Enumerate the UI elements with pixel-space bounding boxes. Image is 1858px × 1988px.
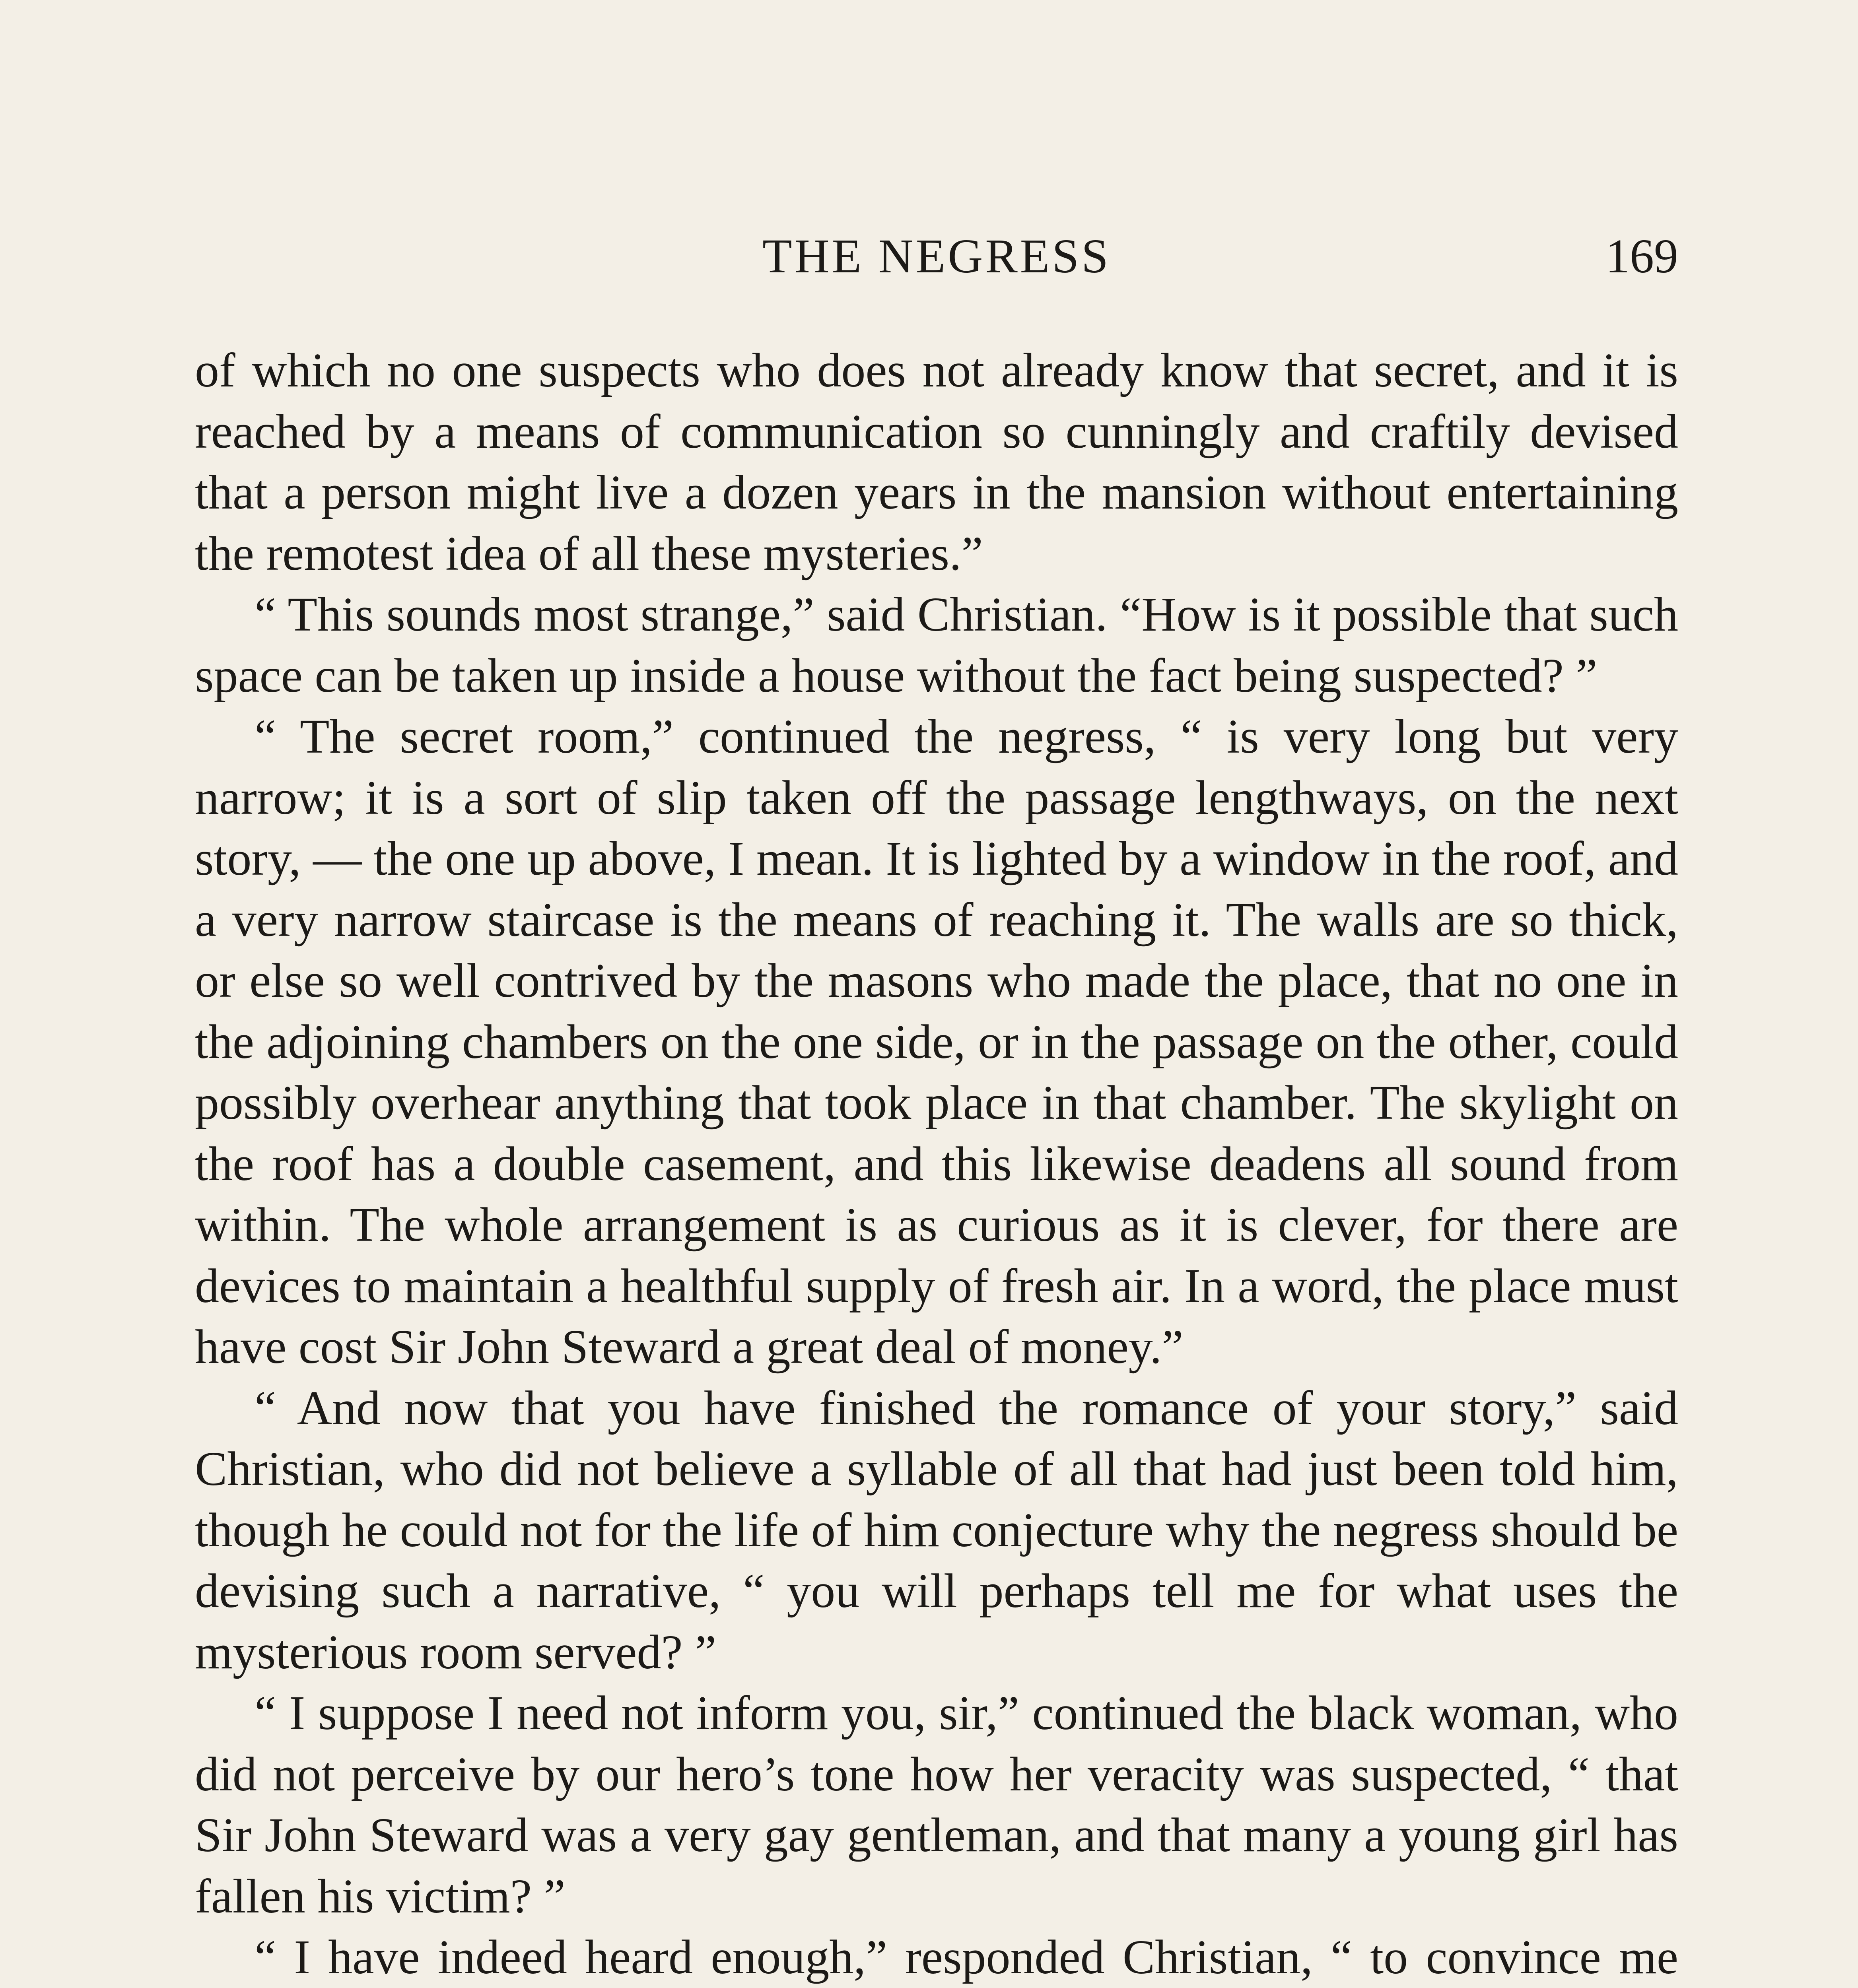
running-title: THE NEGRESS: [762, 229, 1111, 283]
paragraph: “ The secret room,” continued the negress, “ is very long but very narrow; it is a sort of slip taken off the passage lengthways, on the next story, — the one up above, I mean. It is lighted by a window in the roof, and a very narrow staircase is the means of reaching it. The walls are so thick, or else so well contrived by the masons who made the place, that no one in the adjoining chambers on the one side, or in the passage on the other, could possibly overhear anything that took place in that chamber. The skylight on the roof has a double casement, and this likewise deadens all sound from within. The whole arrangement is as curious as it is clever, for there are devices to maintain a healthful supply of fresh air. In a word, the place must have cost Sir John Steward a great deal of money.”: [195, 710, 1678, 1374]
body-text: [195, 340, 1678, 1988]
paragraph: of which no one suspects who does not already know that secret, and it is reached by a means of communication so cunningly and craftily devised that a person might live a dozen years in the mansion without entertaining the remotest idea of all these mysteries.”: [195, 344, 1678, 580]
paragraph: “ I suppose I need not inform you, sir,” continued the black woman, who did not perceive by our hero’s tone how her veracity was suspected, “ that Sir John Steward was a very gay gentleman, and that many a young girl has fallen his victim? ”: [195, 1686, 1678, 1923]
paragraph: “ And now that you have finished the romance of your story,” said Christian, who did not believe a syllable of all that had just been told him, though he could not for the life of him conjecture why the negress should be devising such a narrative, “ you will perhaps tell me for what uses the mysterious room served? ”: [195, 1381, 1678, 1679]
paragraph: “ This sounds most strange,” said Christian. “How is it possible that such space can be taken up inside a house without the fact being suspected? ”: [195, 588, 1678, 703]
page-number: 169: [1605, 229, 1678, 283]
paragraph: “ I have indeed heard enough,” responded Christian, “ to convince me: [255, 1930, 1678, 1984]
page-header: [195, 223, 1678, 290]
